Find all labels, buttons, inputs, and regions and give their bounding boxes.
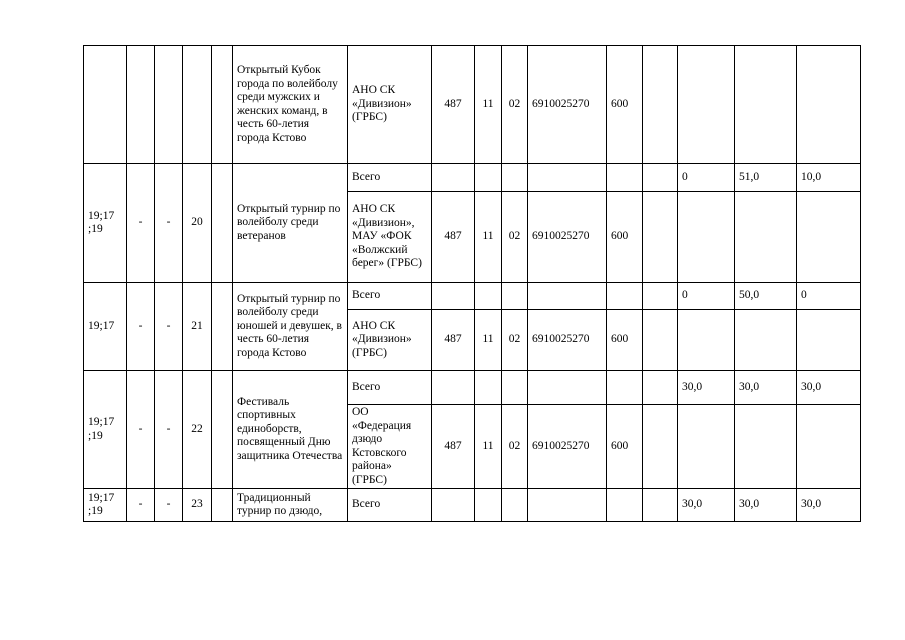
code-cell	[475, 371, 502, 405]
empty-cell	[643, 192, 678, 283]
empty-cell	[643, 46, 678, 164]
total-label-cell: Всего	[348, 164, 432, 192]
code-cell: 487	[432, 46, 475, 164]
value-cell: 30,0	[735, 489, 797, 522]
value-cell: 30,0	[797, 371, 861, 405]
empty-cell	[212, 46, 233, 164]
table-body	[84, 46, 861, 522]
value-cell: 30,0	[678, 371, 735, 405]
code-cell: 02	[502, 405, 528, 489]
value-cell: 30,0	[735, 371, 797, 405]
code-cell	[607, 283, 643, 310]
value-cell	[797, 46, 861, 164]
dash-cell: -	[155, 489, 183, 522]
organization-cell: АНО СК «Дивизион» (ГРБС)	[348, 46, 432, 164]
code-cell: 11	[475, 46, 502, 164]
number-cell: 21	[183, 283, 212, 371]
code-cell: 6910025270	[528, 310, 607, 371]
total-label-cell: Всего	[348, 489, 432, 522]
code-cell	[607, 164, 643, 192]
code-cell	[475, 164, 502, 192]
code-cell: 6910025270	[528, 46, 607, 164]
value-cell	[678, 405, 735, 489]
value-cell	[735, 310, 797, 371]
code-cell	[475, 489, 502, 522]
total-label-cell: Всего	[348, 283, 432, 310]
empty-cell	[643, 371, 678, 405]
code-cell: 6910025270	[528, 405, 607, 489]
event-name-cell: Открытый турнир по волейболу среди ветеранов	[233, 164, 348, 283]
empty-cell	[643, 489, 678, 522]
dash-cell: -	[155, 283, 183, 371]
value-cell: 0	[678, 164, 735, 192]
code-cell: 11	[475, 310, 502, 371]
empty-cell	[643, 283, 678, 310]
organization-cell: АНО СК «Дивизион» (ГРБС)	[348, 310, 432, 371]
code-cell	[502, 371, 528, 405]
table-row	[84, 46, 861, 164]
number-cell: 23	[183, 489, 212, 522]
table-row	[84, 164, 861, 192]
table-row	[84, 371, 861, 405]
value-cell	[735, 405, 797, 489]
value-cell	[797, 405, 861, 489]
event-name-cell: Открытый Кубок города по волейболу среди мужских и женских команд, в честь 60-летия города Кстово	[233, 46, 348, 164]
code-cell	[528, 283, 607, 310]
empty-cell	[643, 405, 678, 489]
code-cell	[607, 371, 643, 405]
dash-cell	[127, 46, 155, 164]
value-cell: 30,0	[797, 489, 861, 522]
code-cell	[475, 283, 502, 310]
value-cell	[678, 192, 735, 283]
event-name-cell: Традиционный турнир по дзюдо,	[233, 489, 348, 522]
value-cell: 10,0	[797, 164, 861, 192]
code-cell: 487	[432, 310, 475, 371]
code-cell: 19;17 ;19	[84, 164, 127, 283]
value-cell: 51,0	[735, 164, 797, 192]
code-cell	[502, 489, 528, 522]
value-cell	[797, 192, 861, 283]
event-name-cell: Фестиваль спортивных единоборств, посвященный Дню защитника Отечества	[233, 371, 348, 489]
code-cell: 11	[475, 405, 502, 489]
organization-cell: АНО СК «Дивизион», МАУ «ФОК «Волжский берег» (ГРБС)	[348, 192, 432, 283]
empty-cell	[212, 283, 233, 371]
dash-cell: -	[127, 283, 155, 371]
code-cell	[528, 489, 607, 522]
dash-cell: -	[127, 489, 155, 522]
code-cell: 6910025270	[528, 192, 607, 283]
value-cell	[678, 46, 735, 164]
dash-cell: -	[127, 164, 155, 283]
value-cell: 0	[678, 283, 735, 310]
number-cell	[183, 46, 212, 164]
code-cell: 19;17 ;19	[84, 371, 127, 489]
value-cell: 30,0	[678, 489, 735, 522]
number-cell: 20	[183, 164, 212, 283]
dash-cell: -	[155, 164, 183, 283]
code-cell	[432, 489, 475, 522]
code-cell: 600	[607, 405, 643, 489]
value-cell	[797, 310, 861, 371]
dash-cell: -	[127, 371, 155, 489]
code-cell: 11	[475, 192, 502, 283]
empty-cell	[643, 310, 678, 371]
code-cell: 02	[502, 46, 528, 164]
value-cell	[735, 192, 797, 283]
value-cell: 0	[797, 283, 861, 310]
code-cell: 02	[502, 310, 528, 371]
value-cell	[735, 46, 797, 164]
empty-cell	[212, 489, 233, 522]
table-row	[84, 489, 861, 522]
code-cell: 600	[607, 46, 643, 164]
empty-cell	[212, 164, 233, 283]
total-label-cell: Всего	[348, 371, 432, 405]
code-cell: 487	[432, 192, 475, 283]
code-cell	[528, 164, 607, 192]
code-cell: 02	[502, 192, 528, 283]
code-cell	[432, 283, 475, 310]
code-cell: 600	[607, 192, 643, 283]
code-cell: 19;17	[84, 283, 127, 371]
code-cell	[528, 371, 607, 405]
organization-cell: ОО «Федерация дзюдо Кстовского района» (ГРБС)	[348, 405, 432, 489]
dash-cell: -	[155, 371, 183, 489]
value-cell: 50,0	[735, 283, 797, 310]
empty-cell	[212, 371, 233, 489]
code-cell	[432, 371, 475, 405]
code-cell: 19;17 ;19	[84, 489, 127, 522]
code-cell	[84, 46, 127, 164]
event-name-cell: Открытый турнир по волейболу среди юношей и девушек, в честь 60-летия города Кстово	[233, 283, 348, 371]
value-cell	[678, 310, 735, 371]
empty-cell	[643, 164, 678, 192]
code-cell: 487	[432, 405, 475, 489]
code-cell	[432, 164, 475, 192]
code-cell: 600	[607, 310, 643, 371]
budget-table	[83, 45, 861, 522]
table-row	[84, 283, 861, 310]
code-cell	[502, 164, 528, 192]
dash-cell	[155, 46, 183, 164]
number-cell: 22	[183, 371, 212, 489]
code-cell	[502, 283, 528, 310]
code-cell	[607, 489, 643, 522]
